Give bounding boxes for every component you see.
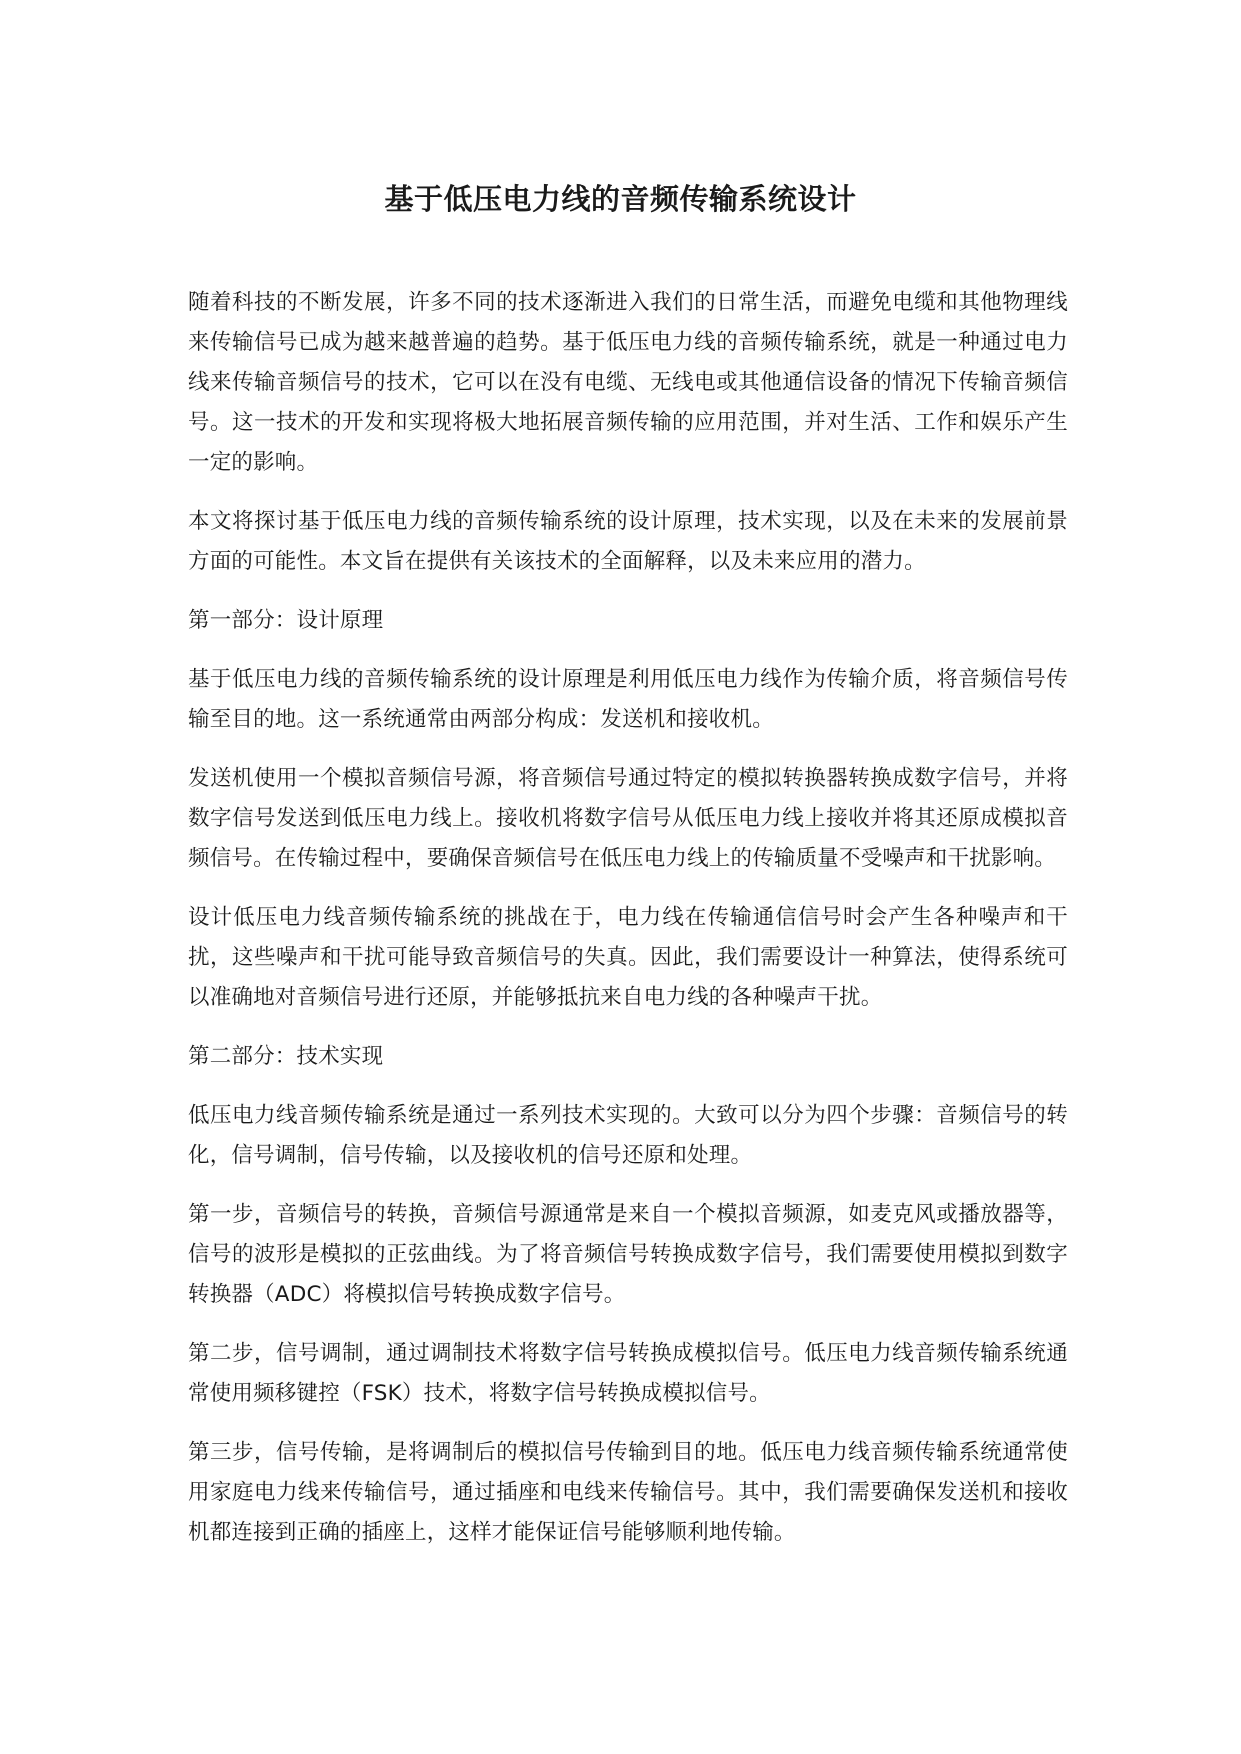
paragraph-implementation-overview: 低压电力线音频传输系统是通过一系列技术实现的。大致可以分为四个步骤：音频信号的转化，信号调制，信号传输，以及接收机的信号还原和处理。 xyxy=(188,1103,1068,1168)
paragraph-step-two: 第二步，信号调制，通过调制技术将数字信号转换成模拟信号。低压电力线音频传输系统通常使用频移键控（FSK）技术，将数字信号转换成模拟信号。 xyxy=(188,1341,1068,1406)
paragraph-intro: 随着科技的不断发展，许多不同的技术逐渐进入我们的日常生活，而避免电缆和其他物理线来传输信号已成为越来越普遍的趋势。基于低压电力线的音频传输系统，就是一种通过电力线来传输音频信号的技术，它可以在没有电缆、无线电或其他通信设备的情况下传输音频信号。这一技术的开发和实现将极大地拓展音频传输的应用范围，并对生活、工作和娱乐产生一定的影响。 xyxy=(188,290,1068,475)
paragraph-design-principle: 基于低压电力线的音频传输系统的设计原理是利用低压电力线作为传输介质，将音频信号传输至目的地。这一系统通常由两部分构成：发送机和接收机。 xyxy=(188,667,1068,732)
section-heading-implementation: 第二部分：技术实现 xyxy=(188,1044,384,1069)
paragraph-purpose: 本文将探讨基于低压电力线的音频传输系统的设计原理，技术实现，以及在未来的发展前景方面的可能性。本文旨在提供有关该技术的全面解释，以及未来应用的潜力。 xyxy=(188,509,1068,574)
paragraph-step-three: 第三步，信号传输，是将调制后的模拟信号传输到目的地。低压电力线音频传输系统通常使用家庭电力线来传输信号，通过插座和电线来传输信号。其中，我们需要确保发送机和接收机都连接到正确的插座上，这样才能保证信号能够顺利地传输。 xyxy=(188,1440,1068,1545)
paragraph-step-one: 第一步，音频信号的转换，音频信号源通常是来自一个模拟音频源，如麦克风或播放器等，信号的波形是模拟的正弦曲线。为了将音频信号转换成数字信号，我们需要使用模拟到数字转换器（ADC）将模拟信号转换成数字信号。 xyxy=(188,1202,1068,1307)
document-body xyxy=(188,283,1068,1572)
section-heading-design-principle: 第一部分：设计原理 xyxy=(188,608,384,633)
paragraph-transmitter-receiver: 发送机使用一个模拟音频信号源，将音频信号通过特定的模拟转换器转换成数字信号，并将数字信号发送到低压电力线上。接收机将数字信号从低压电力线上接收并将其还原成模拟音频信号。在传输过程中，要确保音频信号在低压电力线上的传输质量不受噪声和干扰影响。 xyxy=(188,766,1068,871)
paragraph-design-challenge: 设计低压电力线音频传输系统的挑战在于，电力线在传输通信信号时会产生各种噪声和干扰，这些噪声和干扰可能导致音频信号的失真。因此，我们需要设计一种算法，使得系统可以准确地对音频信号进行还原，并能够抵抗来自电力线的各种噪声干扰。 xyxy=(188,905,1068,1010)
document-title: 基于低压电力线的音频传输系统设计 xyxy=(384,182,857,216)
